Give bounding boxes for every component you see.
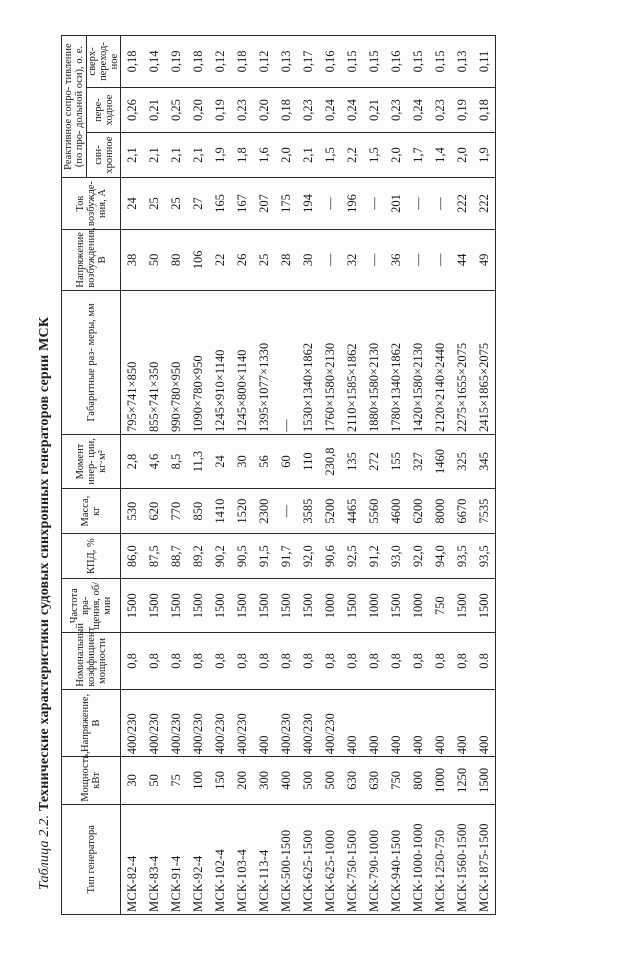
cell-efficiency: 91,2: [363, 534, 385, 579]
cell-type: МСК-102-4: [209, 804, 231, 914]
cell-power: 1250: [451, 757, 473, 804]
cell-dimensions: 855×741×350: [143, 290, 165, 434]
cell-voltage: 400/230: [187, 689, 209, 757]
cell-speed: 1500: [253, 579, 275, 633]
cell-dimensions: 1090×780×950: [187, 290, 209, 434]
cell-x-synchronous: 1,4: [429, 133, 451, 178]
cell-x-transient: 0,23: [385, 87, 407, 132]
cell-mass: 2300: [253, 489, 275, 534]
cell-excitation-voltage: 26: [231, 229, 253, 290]
cell-power-factor: 0,8: [407, 633, 429, 689]
cell-power-factor: 0,8: [451, 633, 473, 689]
cell-excitation-voltage: 32: [341, 229, 363, 290]
table-row: [429, 36, 451, 915]
header-power: Мощность, кВт: [62, 757, 121, 804]
cell-type: МСК-940-1500: [385, 804, 407, 914]
cell-efficiency: 92,5: [341, 534, 363, 579]
cell-x-transient: 0,19: [209, 87, 231, 132]
cell-voltage: 400: [473, 689, 496, 757]
cell-mass: 770: [165, 489, 187, 534]
cell-x-synchronous: 1,9: [473, 133, 496, 178]
cell-speed: 1000: [363, 579, 385, 633]
cell-mass: 5560: [363, 489, 385, 534]
cell-voltage: 400/230: [209, 689, 231, 757]
cell-x-subtransient: 0,15: [341, 36, 363, 88]
cell-power: 300: [253, 757, 275, 804]
cell-x-synchronous: 2,2: [341, 133, 363, 178]
cell-efficiency: 92,0: [407, 534, 429, 579]
cell-efficiency: 91,5: [253, 534, 275, 579]
cell-inertia: 24: [209, 435, 231, 489]
header-x-synchronous: син- хронное: [87, 133, 121, 178]
cell-x-synchronous: 2,1: [187, 133, 209, 178]
cell-mass: 1410: [209, 489, 231, 534]
cell-excitation-current: 25: [165, 178, 187, 230]
cell-x-synchronous: 2,1: [121, 133, 144, 178]
cell-x-transient: 0,20: [187, 87, 209, 132]
cell-type: МСК-1250-750: [429, 804, 451, 914]
cell-excitation-current: —: [319, 178, 341, 230]
cell-inertia: 327: [407, 435, 429, 489]
cell-speed: 1500: [143, 579, 165, 633]
cell-excitation-voltage: 22: [209, 229, 231, 290]
cell-x-synchronous: 2,0: [451, 133, 473, 178]
table-row: [231, 36, 253, 915]
cell-dimensions: 2120×2140×2440: [429, 290, 451, 434]
cell-efficiency: 90,6: [319, 534, 341, 579]
table-row: [341, 36, 363, 915]
cell-power: 400: [275, 757, 297, 804]
cell-type: МСК-625-1000: [319, 804, 341, 914]
cell-x-subtransient: 0,16: [385, 36, 407, 88]
cell-excitation-current: 194: [297, 178, 319, 230]
header-mass: Масса, кг: [62, 489, 121, 534]
cell-type: МСК-113-4: [253, 804, 275, 914]
cell-speed: 1500: [209, 579, 231, 633]
cell-voltage: 400/230: [143, 689, 165, 757]
table-row: [407, 36, 429, 915]
rotated-table-block: [35, 20, 595, 940]
cell-voltage: 400: [451, 689, 473, 757]
table-row: [209, 36, 231, 915]
cell-excitation-current: —: [363, 178, 385, 230]
cell-type: МСК-92-4: [187, 804, 209, 914]
cell-x-transient: 0,25: [165, 87, 187, 132]
cell-power-factor: 0,8: [363, 633, 385, 689]
header-efficiency: КПД, %: [62, 534, 121, 579]
cell-power-factor: 0,8: [429, 633, 451, 689]
cell-inertia: 1460: [429, 435, 451, 489]
cell-power-factor: 0,8: [143, 633, 165, 689]
cell-efficiency: 90,2: [209, 534, 231, 579]
cell-excitation-voltage: 106: [187, 229, 209, 290]
cell-dimensions: 1760×1580×2130: [319, 290, 341, 434]
generators-table: [61, 35, 496, 915]
cell-excitation-voltage: 80: [165, 229, 187, 290]
cell-power-factor: 0,8: [341, 633, 363, 689]
cell-excitation-current: —: [407, 178, 429, 230]
cell-x-subtransient: 0,15: [407, 36, 429, 88]
cell-inertia: 345: [473, 435, 496, 489]
cell-dimensions: 1420×1580×2130: [407, 290, 429, 434]
cell-excitation-voltage: 28: [275, 229, 297, 290]
cell-power: 100: [187, 757, 209, 804]
cell-voltage: 400/230: [165, 689, 187, 757]
cell-mass: 1520: [231, 489, 253, 534]
cell-voltage: 400: [429, 689, 451, 757]
cell-power: 30: [121, 757, 144, 804]
cell-power: 50: [143, 757, 165, 804]
header-type: Тип генератора: [62, 804, 121, 914]
cell-x-transient: 0,19: [451, 87, 473, 132]
cell-dimensions: 1880×1580×2130: [363, 290, 385, 434]
cell-power-factor: 0,8: [319, 633, 341, 689]
cell-excitation-current: 175: [275, 178, 297, 230]
cell-speed: 1500: [231, 579, 253, 633]
cell-speed: 1500: [451, 579, 473, 633]
table-title: Технические характеристики судовых синхронных генераторов серии МСК: [37, 316, 52, 812]
cell-power-factor: 0,8: [121, 633, 144, 689]
cell-speed: 1500: [473, 579, 496, 633]
cell-x-transient: 0,26: [121, 87, 144, 132]
cell-x-subtransient: 0,13: [275, 36, 297, 88]
cell-x-transient: 0,18: [275, 87, 297, 132]
cell-power-factor: 0,8: [165, 633, 187, 689]
cell-efficiency: 87,5: [143, 534, 165, 579]
cell-power: 800: [407, 757, 429, 804]
cell-efficiency: 91,7: [275, 534, 297, 579]
cell-speed: 1500: [187, 579, 209, 633]
cell-excitation-current: 25: [143, 178, 165, 230]
cell-inertia: 56: [253, 435, 275, 489]
cell-speed: 1500: [297, 579, 319, 633]
header-power-factor: Номинальный коэффициент мощности: [62, 633, 121, 689]
cell-voltage: 400: [407, 689, 429, 757]
cell-dimensions: 1245×800×1140: [231, 290, 253, 434]
cell-power: 1000: [429, 757, 451, 804]
cell-x-synchronous: 1,8: [231, 133, 253, 178]
cell-efficiency: 92,0: [297, 534, 319, 579]
cell-voltage: 400/230: [121, 689, 144, 757]
cell-x-synchronous: 1,6: [253, 133, 275, 178]
cell-x-synchronous: 1,7: [407, 133, 429, 178]
cell-x-transient: 0,23: [297, 87, 319, 132]
cell-mass: 8000: [429, 489, 451, 534]
cell-x-subtransient: 0,12: [253, 36, 275, 88]
cell-x-subtransient: 0,14: [143, 36, 165, 88]
cell-type: МСК-750-1500: [341, 804, 363, 914]
cell-voltage: 400/230: [297, 689, 319, 757]
cell-excitation-current: 24: [121, 178, 144, 230]
cell-x-transient: 0,24: [407, 87, 429, 132]
table-number: Таблица 2.2.: [37, 814, 52, 890]
cell-dimensions: 1245×910×1140: [209, 290, 231, 434]
cell-x-subtransient: 0,11: [473, 36, 496, 88]
cell-mass: 4465: [341, 489, 363, 534]
cell-x-synchronous: 2,0: [385, 133, 407, 178]
header-x-subtransient: сверх- переход- ное: [87, 36, 121, 88]
table-row: [297, 36, 319, 915]
cell-excitation-voltage: 44: [451, 229, 473, 290]
cell-voltage: 400: [341, 689, 363, 757]
cell-efficiency: 88,7: [165, 534, 187, 579]
cell-excitation-voltage: 38: [121, 229, 144, 290]
cell-efficiency: 89,2: [187, 534, 209, 579]
table-row: [253, 36, 275, 915]
table-row: [121, 36, 144, 915]
cell-mass: 5200: [319, 489, 341, 534]
header-row-1: [62, 36, 87, 915]
cell-x-synchronous: 2,1: [165, 133, 187, 178]
cell-efficiency: 93,0: [385, 534, 407, 579]
cell-excitation-current: 27: [187, 178, 209, 230]
header-reactance-group: Реактивное сопро- тивление (по про- дольной оси), о. е.: [62, 36, 87, 178]
cell-x-synchronous: 2,1: [297, 133, 319, 178]
table-row: [451, 36, 473, 915]
cell-x-transient: 0,21: [143, 87, 165, 132]
cell-power-factor: 0,8: [231, 633, 253, 689]
cell-type: МСК-500-1500: [275, 804, 297, 914]
cell-excitation-voltage: 36: [385, 229, 407, 290]
cell-x-subtransient: 0,12: [209, 36, 231, 88]
cell-power-factor: 0,8: [253, 633, 275, 689]
cell-excitation-current: 165: [209, 178, 231, 230]
cell-efficiency: 94,0: [429, 534, 451, 579]
cell-x-synchronous: 1,5: [319, 133, 341, 178]
cell-x-transient: 0,24: [319, 87, 341, 132]
cell-x-subtransient: 0,18: [187, 36, 209, 88]
header-x-transient: пере- ходное: [87, 87, 121, 132]
cell-type: МСК-82-4: [121, 804, 144, 914]
cell-mass: 3585: [297, 489, 319, 534]
table-body: [121, 36, 496, 915]
cell-speed: 1500: [165, 579, 187, 633]
cell-type: МСК-91-4: [165, 804, 187, 914]
cell-x-transient: 0,20: [253, 87, 275, 132]
cell-excitation-voltage: 50: [143, 229, 165, 290]
table-row: [363, 36, 385, 915]
cell-excitation-current: 167: [231, 178, 253, 230]
cell-dimensions: 1530×1340×1862: [297, 290, 319, 434]
cell-speed: 1000: [319, 579, 341, 633]
cell-excitation-voltage: —: [407, 229, 429, 290]
cell-mass: 530: [121, 489, 144, 534]
cell-excitation-voltage: 25: [253, 229, 275, 290]
cell-inertia: 4,6: [143, 435, 165, 489]
cell-inertia: 272: [363, 435, 385, 489]
cell-inertia: 60: [275, 435, 297, 489]
cell-dimensions: —: [275, 290, 297, 434]
cell-type: МСК-83-4: [143, 804, 165, 914]
cell-inertia: 110: [297, 435, 319, 489]
cell-x-subtransient: 0,19: [165, 36, 187, 88]
header-excitation-current: Ток возбужде- ния, А: [62, 178, 121, 230]
cell-mass: 6200: [407, 489, 429, 534]
cell-voltage: 400/230: [275, 689, 297, 757]
cell-power: 200: [231, 757, 253, 804]
cell-x-transient: 0,21: [363, 87, 385, 132]
header-dimensions: Габаритные раз- меры, мм: [62, 290, 121, 434]
table-row: [143, 36, 165, 915]
cell-efficiency: 93,5: [473, 534, 496, 579]
cell-type: МСК-790-1000: [363, 804, 385, 914]
cell-dimensions: 1780×1340×1862: [385, 290, 407, 434]
cell-mass: 4600: [385, 489, 407, 534]
header-inertia: Момент инер- ции, кг·м²: [62, 435, 121, 489]
cell-power: 1500: [473, 757, 496, 804]
cell-x-subtransient: 0,15: [363, 36, 385, 88]
cell-excitation-voltage: —: [363, 229, 385, 290]
cell-x-subtransient: 0,13: [451, 36, 473, 88]
cell-x-subtransient: 0,18: [231, 36, 253, 88]
cell-dimensions: 2110×1585×1862: [341, 290, 363, 434]
cell-speed: 1500: [275, 579, 297, 633]
header-speed: Частота вра- щения, об/мин: [62, 579, 121, 633]
cell-mass: 850: [187, 489, 209, 534]
cell-inertia: 11,3: [187, 435, 209, 489]
cell-speed: 750: [429, 579, 451, 633]
cell-excitation-current: 196: [341, 178, 363, 230]
cell-speed: 1000: [407, 579, 429, 633]
table-header: [62, 36, 121, 915]
cell-inertia: 155: [385, 435, 407, 489]
cell-inertia: 2,8: [121, 435, 144, 489]
cell-x-subtransient: 0,15: [429, 36, 451, 88]
cell-power-factor: 0,8: [275, 633, 297, 689]
cell-dimensions: 1395×1077×1330: [253, 290, 275, 434]
cell-excitation-current: 222: [451, 178, 473, 230]
cell-inertia: 135: [341, 435, 363, 489]
cell-voltage: 400/230: [319, 689, 341, 757]
cell-efficiency: 93,5: [451, 534, 473, 579]
cell-mass: —: [275, 489, 297, 534]
cell-inertia: 8,5: [165, 435, 187, 489]
cell-x-synchronous: 2,1: [143, 133, 165, 178]
cell-excitation-current: —: [429, 178, 451, 230]
header-voltage: Напряжение, В: [62, 689, 121, 757]
cell-excitation-current: 222: [473, 178, 496, 230]
cell-x-transient: 0,24: [341, 87, 363, 132]
cell-power: 500: [297, 757, 319, 804]
table-row: [165, 36, 187, 915]
cell-power-factor: 0,8: [187, 633, 209, 689]
table-row: [275, 36, 297, 915]
cell-mass: 7535: [473, 489, 496, 534]
table-row: [319, 36, 341, 915]
table-caption: [37, 20, 53, 890]
cell-power-factor: 0,8: [209, 633, 231, 689]
cell-power: 630: [363, 757, 385, 804]
header-excitation-voltage: Напряжение возбуждения, В: [62, 229, 121, 290]
cell-dimensions: 2415×1865×2075: [473, 290, 496, 434]
cell-excitation-voltage: —: [429, 229, 451, 290]
cell-speed: 1500: [121, 579, 144, 633]
cell-x-subtransient: 0,18: [121, 36, 144, 88]
cell-type: МСК-625-1500: [297, 804, 319, 914]
cell-type: МСК-103-4: [231, 804, 253, 914]
cell-voltage: 400: [363, 689, 385, 757]
cell-voltage: 400/230: [231, 689, 253, 757]
cell-x-transient: 0,18: [473, 87, 496, 132]
cell-mass: 6670: [451, 489, 473, 534]
cell-excitation-current: 201: [385, 178, 407, 230]
cell-x-synchronous: 1,9: [209, 133, 231, 178]
cell-dimensions: 990×780×950: [165, 290, 187, 434]
cell-excitation-voltage: 49: [473, 229, 496, 290]
cell-power: 150: [209, 757, 231, 804]
cell-speed: 1500: [341, 579, 363, 633]
table-row: [187, 36, 209, 915]
cell-efficiency: 90,5: [231, 534, 253, 579]
cell-excitation-current: 207: [253, 178, 275, 230]
cell-power-factor: 0,8: [385, 633, 407, 689]
cell-x-transient: 0,23: [231, 87, 253, 132]
cell-efficiency: 86,0: [121, 534, 144, 579]
cell-mass: 620: [143, 489, 165, 534]
cell-inertia: 230,8: [319, 435, 341, 489]
cell-power-factor: 0,8: [297, 633, 319, 689]
cell-inertia: 325: [451, 435, 473, 489]
cell-inertia: 30: [231, 435, 253, 489]
cell-voltage: 400: [253, 689, 275, 757]
cell-power: 75: [165, 757, 187, 804]
cell-excitation-voltage: 30: [297, 229, 319, 290]
cell-x-subtransient: 0,16: [319, 36, 341, 88]
cell-speed: 1500: [385, 579, 407, 633]
cell-power: 750: [385, 757, 407, 804]
table-row: [385, 36, 407, 915]
cell-type: МСК-1000-1000: [407, 804, 429, 914]
cell-voltage: 400: [385, 689, 407, 757]
cell-dimensions: 795×741×850: [121, 290, 144, 434]
cell-power: 500: [319, 757, 341, 804]
cell-x-subtransient: 0,17: [297, 36, 319, 88]
table-row: [473, 36, 496, 915]
cell-power-factor: 0.8: [473, 633, 496, 689]
cell-x-transient: 0,23: [429, 87, 451, 132]
cell-dimensions: 2275×1655×2075: [451, 290, 473, 434]
cell-type: МСК-1875-1500: [473, 804, 496, 914]
cell-excitation-voltage: —: [319, 229, 341, 290]
cell-power: 630: [341, 757, 363, 804]
cell-x-synchronous: 2,0: [275, 133, 297, 178]
cell-x-synchronous: 1,5: [363, 133, 385, 178]
cell-type: МСК-1560-1500: [451, 804, 473, 914]
